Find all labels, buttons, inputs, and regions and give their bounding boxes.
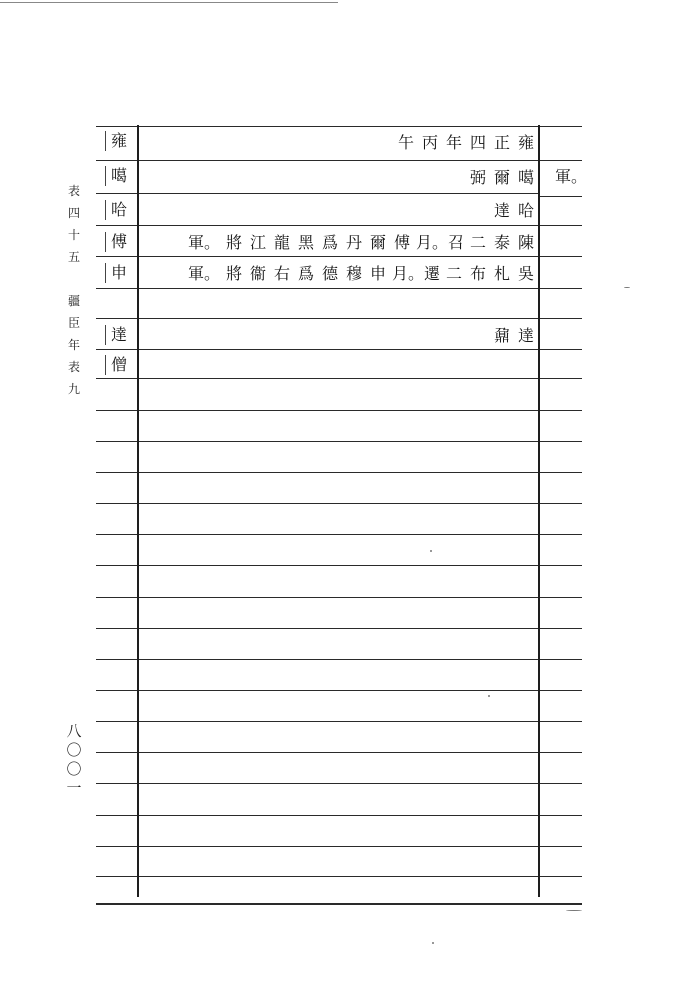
scan-speck [624,287,630,288]
right-col-rule [540,256,582,257]
left-col-rule [96,441,137,442]
right-col-rule [540,196,582,197]
left-col-rule [96,349,137,350]
right-col-rule [540,628,582,629]
left-col-cell: 噶 [110,166,127,185]
divider-left [137,125,139,897]
main-row-rule [139,441,538,442]
main-row-rule [139,225,538,226]
main-row-7 [142,325,536,347]
row-char: 泰 [493,233,510,252]
page-number-char: 一 [66,779,82,797]
left-col-cell: 達 [110,325,127,344]
main-row-rule [139,752,538,753]
row-char: 鼐 [493,326,510,345]
scan-speck [488,695,490,697]
main-row-rule [139,349,538,350]
row-char: 月。遷 [391,264,440,283]
main-row-rule [139,659,538,660]
row-char: 軍。 [187,233,220,252]
row-char: 丹 [345,233,362,252]
left-col-rule [96,565,137,566]
right-col-rule [540,160,582,161]
row-char: 爲 [297,264,314,283]
row-char: 雍 [517,133,534,152]
right-col-rule [540,126,582,127]
right-col-rule [540,441,582,442]
left-col-cell: 申 [110,263,127,282]
right-col-rule [540,721,582,722]
cell-tick-mark [105,232,106,252]
row-char: 江 [249,233,266,252]
page-number-char: 〇 [66,760,82,778]
row-char: 正 [493,133,510,152]
left-col-rule [96,597,137,598]
row-char: 黑 [297,233,314,252]
row-char: 午 [397,133,414,152]
row-char: 噶 [517,168,534,187]
page-number-char: 〇 [66,741,82,759]
divider-right [538,125,540,897]
right-col-rule [540,876,582,877]
main-row-rule [139,472,538,473]
main-row-rule [139,256,538,257]
page-number-char: 八 [66,722,82,740]
row-char: 二 [469,233,486,252]
row-char: 札 [493,264,510,283]
main-row-rule [139,126,538,127]
main-row-rule [139,288,538,289]
right-col-rule [540,349,582,350]
row-char: 傅 [393,233,410,252]
main-row-1 [142,132,536,154]
row-char: 爾 [369,233,386,252]
row-char: 申 [369,264,386,283]
left-col-rule [96,225,137,226]
right-col-rule [540,565,582,566]
main-row-2 [142,167,536,189]
left-col-rule [96,378,137,379]
right-col-rule [540,783,582,784]
cell-tick-mark [105,325,106,345]
row-char: 達 [517,326,534,345]
left-col-rule [96,256,137,257]
main-row-rule [139,318,538,319]
row-char: 丙 [421,133,438,152]
right-col-rule [540,846,582,847]
scan-speck [432,942,434,944]
right-col-rule [540,288,582,289]
left-col-rule [96,193,137,194]
row-char: 爾 [493,168,510,187]
main-row-rule [139,690,538,691]
cell-tick-mark [105,355,106,375]
cell-tick-mark [105,131,106,151]
scan-speck [430,550,432,552]
sidebar-char: 臣 [67,316,80,330]
row-char: 弼 [469,168,486,187]
main-row-4 [142,232,536,254]
row-char: 龍 [273,233,290,252]
main-row-3 [142,200,536,222]
sidebar-char: 年 [67,338,80,352]
cell-tick-mark [105,263,106,283]
main-row-rule [139,193,538,194]
row-char: 布 [469,264,486,283]
row-char: 二 [445,264,462,283]
main-row-rule [139,503,538,504]
left-col-rule [96,628,137,629]
left-col-rule [96,318,137,319]
row-char: 年 [445,133,462,152]
row-char: 陳 [517,233,534,252]
right-col-rule [540,225,582,226]
row-char: 月。召 [415,233,464,252]
left-col-rule [96,721,137,722]
sidebar-char: 十 [67,228,80,242]
right-col-rule [540,752,582,753]
left-col-rule [96,752,137,753]
row-char: 穆 [345,264,362,283]
right-col-rule [540,503,582,504]
left-col-cell: 僧 [110,355,127,374]
scan-speck [566,910,582,911]
left-col-rule [96,410,137,411]
right-col-rule [540,318,582,319]
cell-tick-mark [105,200,106,220]
main-row-rule [139,628,538,629]
left-col-rule [96,846,137,847]
right-col-rule [540,410,582,411]
sidebar-char: 表 [67,184,80,198]
page-number [64,722,84,798]
row-char: 衞 [249,264,266,283]
right-col-rule [540,534,582,535]
right-col-rule [540,472,582,473]
main-row-rule [139,721,538,722]
row-char: 達 [493,201,510,220]
right-col-rule [540,815,582,816]
row-char: 右 [273,264,290,283]
left-col-rule [96,126,137,127]
row-char: 將 [225,264,242,283]
row-char: 將 [225,233,242,252]
left-col-rule [96,876,137,877]
right-col-rule [540,690,582,691]
main-row-rule [139,783,538,784]
sidebar-char: 四 [67,206,80,220]
main-row-rule [139,378,538,379]
left-col-rule [96,659,137,660]
right-col-text: 軍。 [554,167,587,186]
row-char: 德 [321,264,338,283]
sidebar-char [64,268,84,290]
sidebar-char: 疆 [67,294,80,308]
left-col-rule [96,534,137,535]
main-row-rule [139,815,538,816]
sidebar-char: 五 [67,250,80,264]
main-row-rule [139,565,538,566]
main-row-rule [139,410,538,411]
right-col-rule [540,378,582,379]
sidebar-char: 表 [67,360,80,374]
bottom-rule [96,903,582,905]
right-col-rule [540,597,582,598]
row-char: 四 [469,133,486,152]
left-col-rule [96,815,137,816]
main-row-rule [139,534,538,535]
main-row-rule [139,876,538,877]
left-col-rule [96,160,137,161]
left-col-rule [96,472,137,473]
main-row-rule [139,846,538,847]
left-col-cell: 傅 [110,232,127,251]
sidebar-char: 九 [67,382,80,396]
left-col-rule [96,690,137,691]
left-col-rule [96,783,137,784]
row-char: 吳 [517,264,534,283]
row-char: 哈 [517,201,534,220]
right-col-rule [540,659,582,660]
row-char: 爲 [321,233,338,252]
main-row-rule [139,597,538,598]
sidebar-title [64,180,84,400]
left-col-cell: 哈 [110,200,127,219]
row-char: 軍。 [187,264,220,283]
left-col-rule [96,503,137,504]
main-row-rule [139,160,538,161]
cell-tick-mark [105,166,106,186]
left-col-cell: 雍 [110,131,127,150]
main-row-5 [142,263,536,285]
left-col-rule [96,288,137,289]
